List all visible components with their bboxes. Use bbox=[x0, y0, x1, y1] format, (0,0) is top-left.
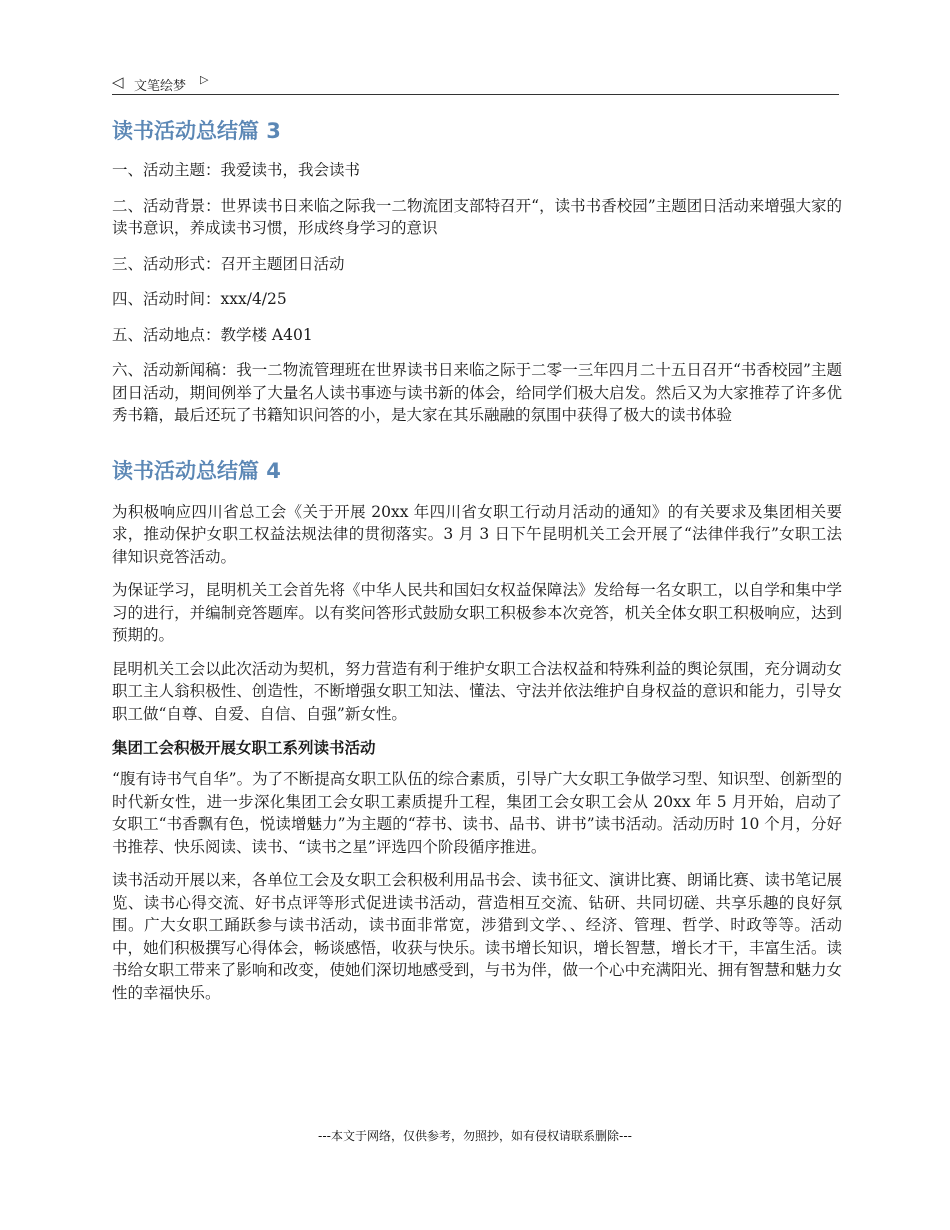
section-4-title: 读书活动总结篇 4 bbox=[112, 458, 281, 483]
section-3-item: 六、活动新闻稿：我一二物流管理班在世界读书日来临之际于二零一三年四月二十五日召开“书香校园”主题团日活动，期间例举了大量名人读书事迹与读书新的体会，给同学们极大启发。然后又为大家推荐了许多优秀书籍，最后还玩了书籍知识问答的小，是大家在其乐融融的氛围中获得了极大的读书体验 bbox=[112, 361, 842, 424]
brand-name: 文笔绘梦 bbox=[134, 79, 187, 94]
section-3-item: 四、活动时间：xxx/4/25 bbox=[112, 290, 287, 308]
section-3-item: 五、活动地点：教学楼 A401 bbox=[112, 325, 313, 344]
section-4-paragraph: 昆明机关工会以此次活动为契机，努力营造有利于维护女职工合法权益和特殊利益的舆论氛围，充分调动女职工主人翁积极性、创造性，不断增强女职工知法、懂法、守法并依法维护自身权益的意识和能力，引导女职工做“自尊、自爱、自信、自强”新女性。 bbox=[112, 659, 842, 723]
section-4-paragraph: 为保证学习，昆明机关工会首先将《中华人民共和国妇女权益保障法》发给每一名女职工，以自学和集中学习的进行，并编制竞答题库。以有奖问答形式鼓励女职工积极参本次竞答，机关全体女职工积极响应，达到预期的。 bbox=[112, 581, 842, 644]
section-3-item: 二、活动背景：世界读书日来临之际我一二物流团支部特召开“，读书书香校园”主题团日活动来增强大家的读书意识，养成读书习惯，形成终身学习的意识 bbox=[112, 196, 842, 237]
section-4-paragraph: 读书活动开展以来，各单位工会及女职工会积极利用品书会、读书征文、演讲比赛、朗诵比赛、读书笔记展览、读书心得交流、好书点评等形式促进读书活动，营造相互交流、钻研、共同切磋、共享乐趣的良好氛围。广大女职工踊跃参与读书活动，读书面非常宽，涉猎到文学、、经济、管理、哲学、时政等等。活动中，她们积极撰写心得体会，畅谈感悟，收获与快乐。读书增长知识，增长智慧，增长才干，丰富生活。读书给女职工带来了影响和改变，使她们深切地感受到，与书为伴，做一个心中充满阳光、拥有智慧和魅力女性的幸福快乐。 bbox=[112, 871, 842, 1002]
section-4-paragraph: 为积极响应四川省总工会《关于开展 20xx 年四川省女职工行动月活动的通知》的有关要求及集团相关要求，推动保护女职工权益法规法律的贯彻落实。3 月 3 日下午昆明机关工会开展了“法律伴我行”女职工法律知识竞答活动。 bbox=[112, 502, 842, 566]
section-4-paragraph: “腹有诗书气自华”。为了不断提高女职工队伍的综合素质，引导广大女职工争做学习型、知识型、创新型的时代新女性，进一步深化集团工会女职工素质提升工程，集团工会女职工会从 20xx 年 5 月开始，启动了女职工“书香飘有色，悦读增魅力”为主题的“荐书、读书、品书、讲书”读书活动。活动历时 10 个月，分好书推荐、快乐阅读、读书、“读书之星”评选四个阶段循序推进。 bbox=[112, 770, 842, 856]
section-4-subheading: 集团工会积极开展女职工系列读书活动 bbox=[112, 739, 376, 757]
section-3-title: 读书活动总结篇 3 bbox=[112, 119, 281, 143]
left-triangle-icon: ◁ bbox=[112, 73, 124, 91]
footer-disclaimer: ---本文于网络，仅供参考，勿照抄，如有侵权请联系删除--- bbox=[318, 1129, 632, 1143]
right-triangle-icon: ▷ bbox=[200, 73, 209, 86]
section-3-item: 三、活动形式：召开主题团日活动 bbox=[112, 254, 345, 273]
document-body bbox=[112, 113, 842, 1015]
section-3-item: 一、活动主题：我爱读书，我会读书 bbox=[112, 161, 361, 179]
page-header bbox=[112, 72, 839, 95]
